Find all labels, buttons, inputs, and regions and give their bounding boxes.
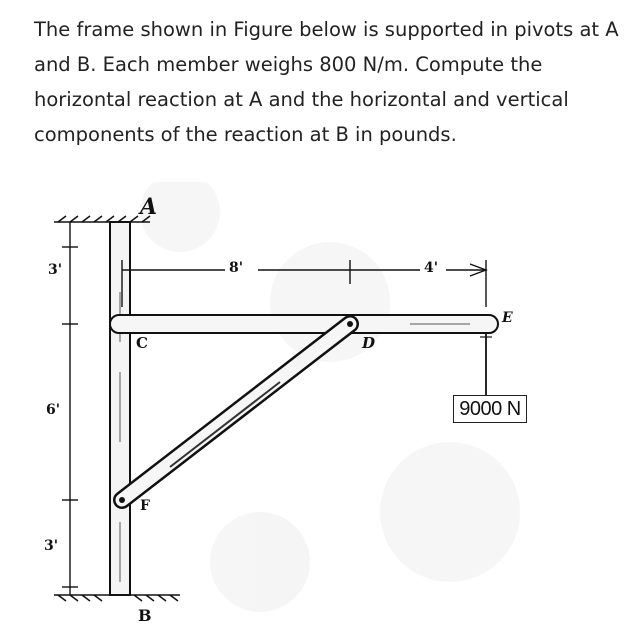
column-ab	[110, 222, 130, 595]
dimension-cd: 8'	[229, 260, 244, 276]
load-box	[453, 395, 527, 423]
dimension-bottom-left: 3'	[44, 538, 59, 554]
problem-text: The frame shown in Figure below is supported in pivots at A and B. Each member weighs 800 N/m. Compute the horizontal reaction at A and the horizontal and vertical components of the reaction at B in pounds.	[34, 18, 619, 146]
label-a: A	[140, 194, 158, 220]
label-e: E	[502, 310, 513, 326]
label-b: B	[138, 606, 152, 625]
frame-figure	[30, 182, 550, 629]
problem-statement	[34, 12, 624, 152]
dimension-de: 4'	[424, 260, 439, 276]
beam-ce	[110, 315, 498, 333]
load-label: 9000 N	[459, 398, 521, 420]
dimension-middle-left: 6'	[46, 402, 61, 418]
label-f: F	[140, 498, 150, 514]
label-d: D	[362, 334, 376, 352]
dimension-top-left: 3'	[48, 262, 63, 278]
label-c: C	[136, 334, 148, 352]
